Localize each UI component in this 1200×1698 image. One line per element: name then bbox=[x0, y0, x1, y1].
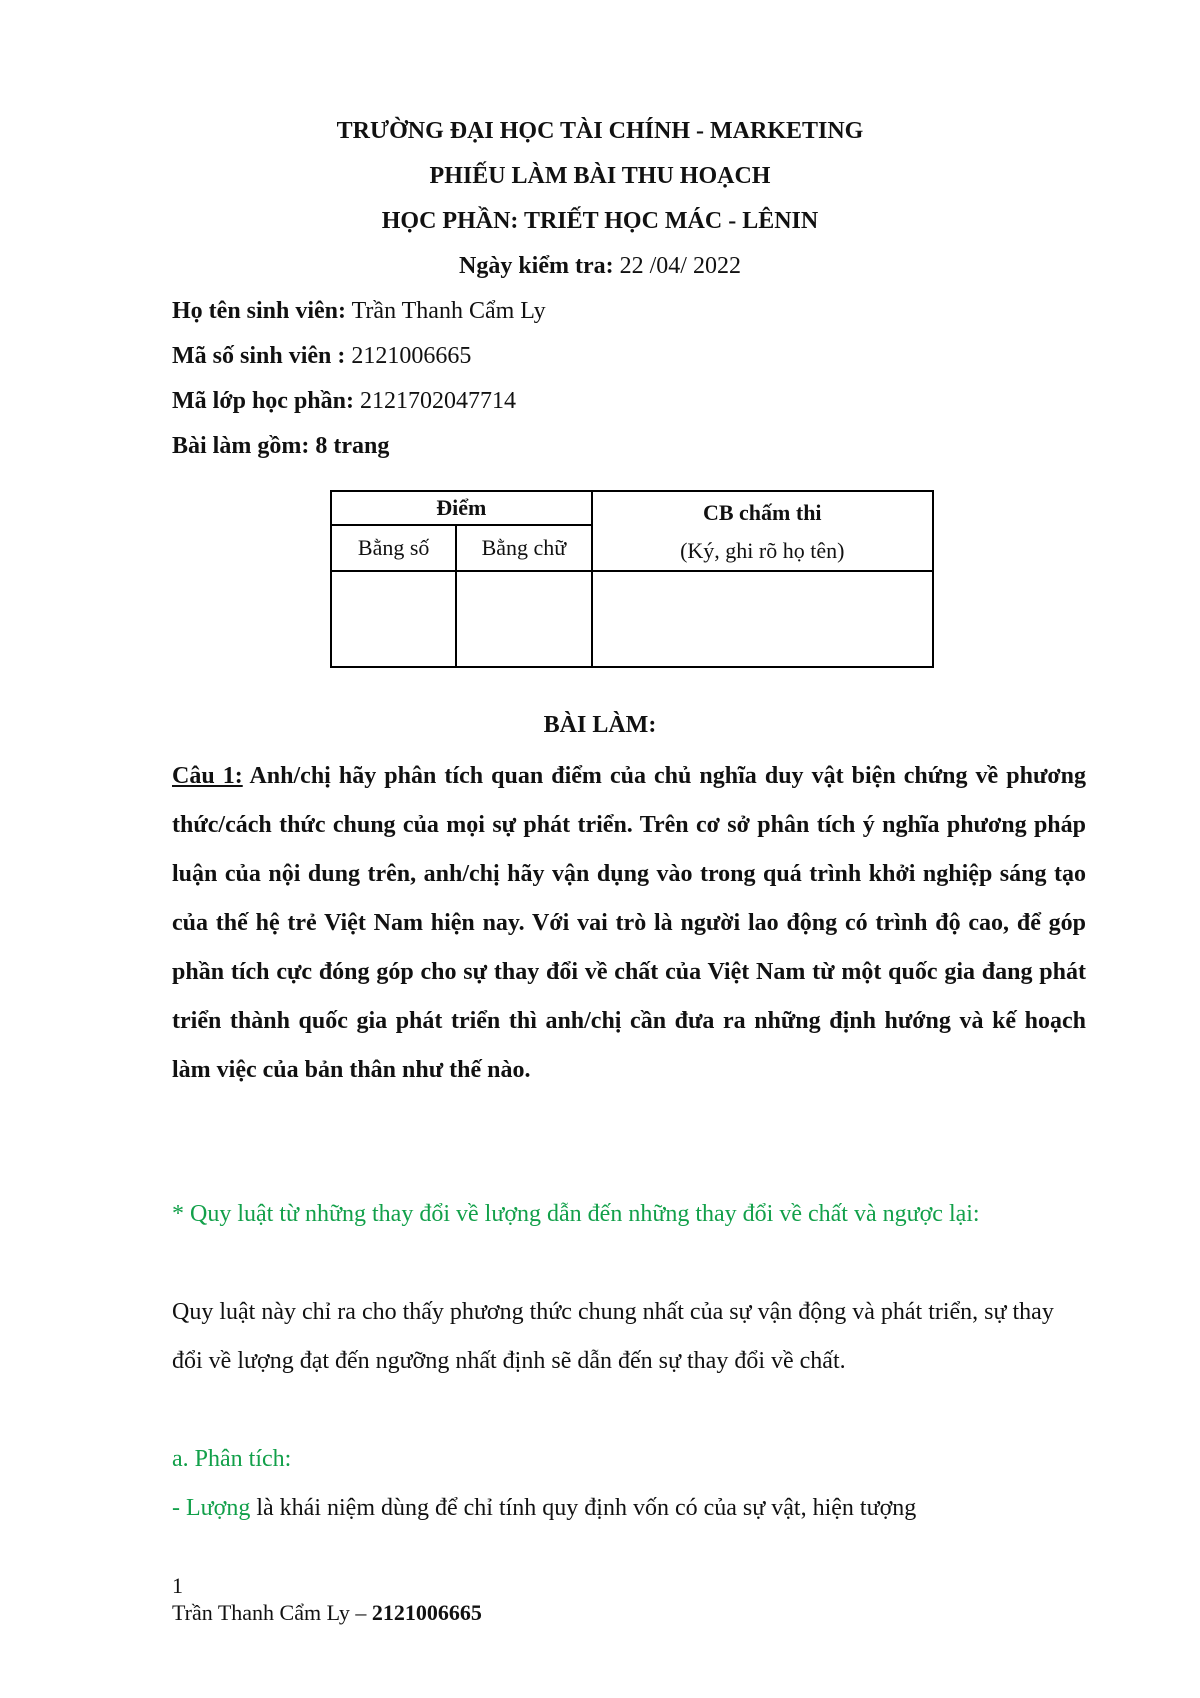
question-text: Anh/chị hãy phân tích quan điểm của chủ nghĩa duy vật biện chứng về phương thức/cách thức chung của mọi sự phát triển. Trên cơ sở phân tích ý nghĩa phương pháp luận của nội dung trên, anh/chị hãy vận dụng vào trong quá trình khởi nghiệp sáng tạo của thế hệ trẻ Việt Nam hiện nay. Với vai trò là người lao động có trình độ cao, để góp phần tích cực đóng góp cho sự thay đổi về chất của Việt Nam từ một quốc gia đang phát triển thành quốc gia phát triển thì anh/chị cần đưa ra những định hướng và kế hoạch làm việc của bản thân như thế nào. bbox=[172, 763, 1087, 1083]
page-count-value: 8 trang bbox=[315, 433, 390, 459]
sign-note: (Ký, ghi rõ họ tên) bbox=[680, 538, 845, 563]
student-id-value: 2121006665 bbox=[351, 343, 472, 369]
grade-table bbox=[330, 490, 934, 668]
university-name: TRƯỜNG ĐẠI HỌC TÀI CHÍNH - MARKETING bbox=[336, 118, 864, 144]
class-code-label: Mã lớp học phần: bbox=[172, 388, 354, 414]
examiner-header-cell bbox=[592, 491, 933, 571]
section-title: BÀI LÀM: bbox=[543, 712, 657, 738]
class-code-row bbox=[172, 388, 516, 415]
quantity-term: - Lượng bbox=[172, 1495, 251, 1521]
student-id-row bbox=[172, 343, 471, 370]
exam-date-label: Ngày kiểm tra: bbox=[459, 253, 614, 279]
quantity-line bbox=[172, 1484, 1086, 1533]
quantity-text: là khái niệm dùng để chỉ tính quy định vốn có của sự vật, hiện tượng bbox=[250, 1495, 917, 1521]
page-count-row bbox=[172, 433, 389, 460]
score-words-cell bbox=[456, 571, 591, 667]
student-name-label: Họ tên sinh viên: bbox=[172, 298, 347, 324]
exam-date-value: 22 /04/ 2022 bbox=[619, 253, 741, 279]
score-by-words-header: Bằng chữ bbox=[456, 525, 591, 571]
examiner-header: CB chấm thi bbox=[702, 500, 822, 525]
student-name-value: Trần Thanh Cẩm Ly bbox=[351, 298, 546, 324]
page-number: 1 bbox=[172, 1573, 183, 1598]
footer-author-name: Trần Thanh Cẩm Ly – bbox=[172, 1600, 367, 1625]
exam-date bbox=[0, 253, 1200, 280]
class-code-value: 2121702047714 bbox=[360, 388, 516, 414]
question-1 bbox=[172, 752, 1086, 1095]
student-name-row bbox=[172, 298, 546, 325]
examiner-sign-cell bbox=[592, 571, 933, 667]
score-by-number-header: Bằng số bbox=[331, 525, 456, 571]
footer-author-id: 2121006665 bbox=[371, 1600, 482, 1625]
score-number-cell bbox=[331, 571, 456, 667]
score-header: Điểm bbox=[331, 491, 592, 525]
law-heading: * Quy luật từ những thay đổi về lượng dẫn đến những thay đổi về chất và ngược lại: bbox=[172, 1201, 980, 1227]
footer-author bbox=[172, 1600, 482, 1626]
question-label: Câu 1: bbox=[172, 763, 243, 789]
student-id-label: Mã số sinh viên : bbox=[172, 343, 346, 369]
course-title: HỌC PHẦN: TRIẾT HỌC MÁC - LÊNIN bbox=[381, 208, 819, 234]
form-title: PHIẾU LÀM BÀI THU HOẠCH bbox=[429, 163, 771, 189]
analysis-heading: a. Phân tích: bbox=[172, 1446, 292, 1472]
law-paragraph: Quy luật này chỉ ra cho thấy phương thức chung nhất của sự vận động và phát triển, sự thay đổi về lượng đạt đến ngưỡng nhất định sẽ dẫn đến sự thay đổi về chất. bbox=[172, 1299, 1054, 1374]
page-count-label: Bài làm gồm: bbox=[172, 433, 310, 459]
